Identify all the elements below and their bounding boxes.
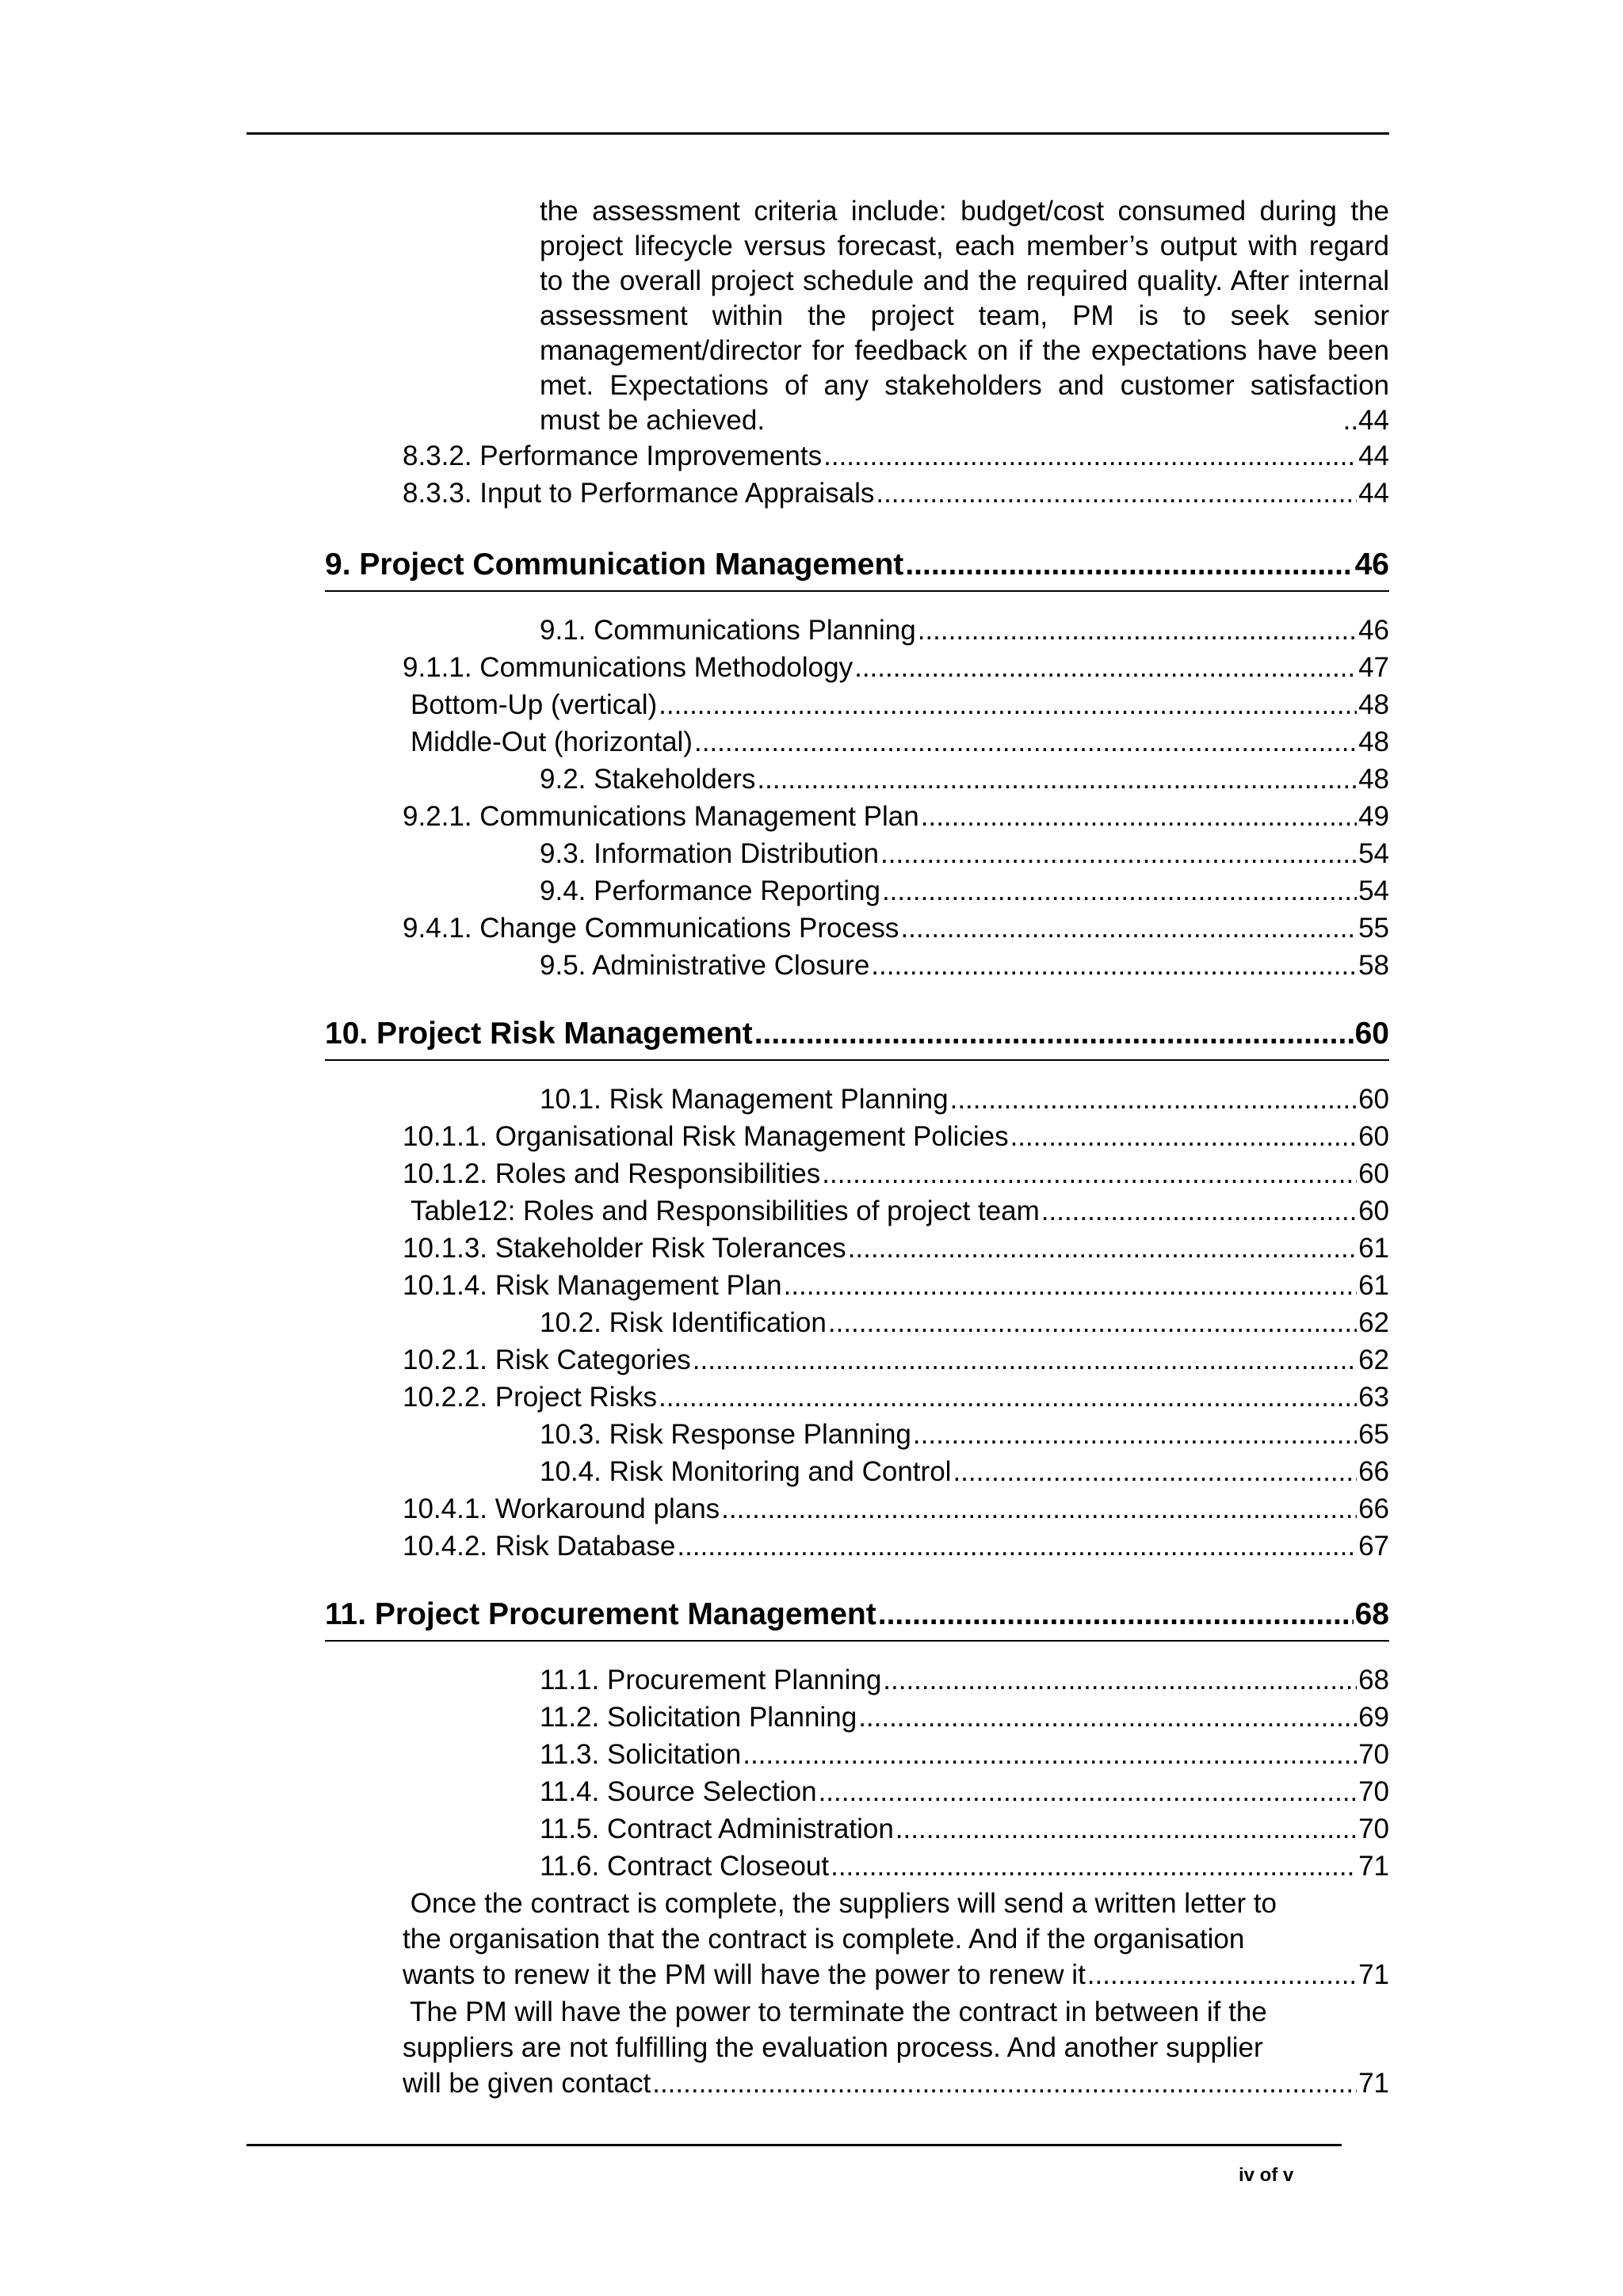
toc-entry-page: 66	[1358, 1493, 1389, 1524]
toc-entry-page: 61	[1358, 1270, 1389, 1301]
toc-entry-title: 9.5. Administrative Closure	[540, 950, 870, 981]
toc-entry-title: 11.5. Contract Administration	[540, 1814, 894, 1844]
toc-entry-title: 9.1.1. Communications Methodology	[403, 652, 854, 683]
toc-entry[interactable]	[403, 1231, 1389, 1266]
toc-entry-page: 70	[1358, 1776, 1389, 1807]
toc-entry-title: 10.4.1. Workaround plans	[403, 1493, 720, 1524]
toc-entry[interactable]	[540, 613, 1389, 648]
toc-entry[interactable]	[403, 1492, 1389, 1527]
dot-leader	[819, 1775, 1357, 1810]
toc-entry-title: 10.1.3. Stakeholder Risk Tolerances	[403, 1233, 846, 1264]
chapter-page: 68	[1354, 1597, 1389, 1631]
toc-entry-title: 9.2.1. Communications Management Plan	[403, 801, 919, 832]
dot-leader	[871, 948, 1357, 983]
dot-leader	[878, 1595, 1354, 1634]
dot-leader	[848, 1231, 1357, 1266]
dot-leader	[823, 439, 1357, 474]
chapter-heading-9[interactable]	[325, 545, 1389, 585]
toc-entry[interactable]	[540, 837, 1389, 871]
toc-entry-page: 44	[1358, 478, 1389, 509]
toc-entry-title: 10.1.1. Organisational Risk Management Policies	[403, 1121, 1009, 1152]
dot-leader	[918, 613, 1357, 648]
toc-entry-page: 55	[1358, 913, 1389, 944]
toc-entry[interactable]	[403, 799, 1389, 834]
toc-entry-title: Middle-Out (horizontal)	[411, 727, 693, 757]
toc-entry-title: 11.3. Solicitation	[540, 1739, 742, 1770]
dot-leader	[677, 1529, 1357, 1564]
chapter-rule	[325, 1059, 1389, 1061]
toc-entry[interactable]	[540, 1849, 1389, 1884]
dot-leader	[880, 837, 1357, 871]
dot-leader	[1010, 1119, 1357, 1154]
toc-entry-page: 60	[1358, 1196, 1389, 1226]
dot-leader	[784, 1268, 1357, 1303]
dot-leader	[883, 1663, 1357, 1698]
toc-entry[interactable]	[540, 1812, 1389, 1847]
toc-entry[interactable]	[540, 762, 1389, 797]
toc-entry[interactable]	[411, 1194, 1389, 1229]
toc-entry-title: 9.1. Communications Planning	[540, 615, 916, 646]
toc-entry-title: 11.4. Source Selection	[540, 1776, 817, 1807]
toc-entry-page: 48	[1358, 727, 1389, 757]
toc-entry-page: 68	[1358, 1665, 1389, 1695]
header-rule	[246, 132, 1389, 135]
dot-leader	[921, 799, 1357, 834]
dot-leader	[743, 1737, 1357, 1772]
toc-entry[interactable]	[403, 650, 1389, 685]
toc-entry-page: 54	[1358, 875, 1389, 906]
chapter-heading-11[interactable]	[325, 1595, 1389, 1634]
chapter-heading-10[interactable]	[325, 1014, 1389, 1054]
toc-entry-page: 61	[1358, 1233, 1389, 1264]
toc-entry-title: 11.1. Procurement Planning	[540, 1665, 882, 1695]
toc-entry-page: 71	[1358, 1959, 1389, 1990]
footer-rule	[246, 2144, 1342, 2146]
toc-entry-title: 9.4. Performance Reporting	[540, 875, 880, 906]
toc-entry[interactable]	[540, 1700, 1389, 1735]
wrapped-line: wants to renew it the PM will have the power to renew it	[403, 1959, 1086, 1990]
toc-entry[interactable]	[540, 1737, 1389, 1772]
toc-entry-page: 62	[1358, 1307, 1389, 1338]
toc-entry-page: 54	[1358, 838, 1389, 869]
toc-entry-page: 44	[1358, 441, 1389, 471]
dot-leader	[652, 2065, 1357, 2101]
toc-entry-title: 10.4. Risk Monitoring and Control	[540, 1456, 952, 1487]
dot-leader	[754, 1014, 1354, 1054]
toc-entry-page: 65	[1358, 1419, 1389, 1450]
toc-entry[interactable]	[540, 1082, 1389, 1117]
toc-entry-title: 9.3. Information Distribution	[540, 838, 879, 869]
toc-entry[interactable]	[403, 1157, 1389, 1192]
dot-leader	[882, 874, 1357, 909]
toc-entry-page: 48	[1358, 764, 1389, 795]
toc-entry-title: 10.3. Risk Response Planning	[540, 1419, 911, 1450]
chapter-page: 46	[1354, 547, 1389, 582]
toc-entry-page: 47	[1358, 652, 1389, 683]
toc-entry-page: 60	[1358, 1121, 1389, 1152]
dot-leader	[1041, 1194, 1357, 1229]
toc-entry-title: 11.2. Solicitation Planning	[540, 1702, 857, 1733]
toc-entry-page: 67	[1358, 1531, 1389, 1562]
dot-leader	[757, 762, 1357, 797]
toc-entry-page: 62	[1358, 1344, 1389, 1375]
dot-leader	[876, 476, 1357, 511]
dot-leader	[913, 1417, 1357, 1452]
toc-entry-page: 71	[1358, 1851, 1389, 1882]
chapter-title: 9. Project Communication Management	[325, 547, 904, 582]
wrapped-line: the organisation that the contract is complete. And if the organisation	[403, 1924, 1245, 1955]
dot-leader	[858, 1700, 1357, 1735]
dot-leader	[953, 1455, 1357, 1489]
wrapped-line: will be given contact	[403, 2068, 651, 2099]
toc-entry-title: 10.1. Risk Management Planning	[540, 1084, 949, 1115]
dot-leader	[831, 1849, 1357, 1884]
toc-entry-page: 63	[1358, 1382, 1389, 1413]
toc-entry-title: 8.3.2. Performance Improvements	[403, 441, 823, 471]
wrapped-last-line	[403, 2065, 1389, 2101]
wrapped-line: suppliers are not fulfilling the evaluation process. And another supplier	[403, 2032, 1263, 2063]
dot-leader	[950, 1082, 1357, 1117]
toc-entry-title: 10.2. Risk Identification	[540, 1307, 827, 1338]
toc-entry-page: 58	[1358, 950, 1389, 981]
continuation-text: the assessment criteria include: budget/cost consumed during the project lifecycle versus forecast, each member’s output with regard to the overall project schedule and the required quality. After internal assessment within the project team, PM is to seek senior management/director for feedback on if the expectations have been met. Expectations of any stakeholders and customer satisfaction must be achieved.	[540, 196, 1389, 436]
toc-entry-page: 49	[1358, 801, 1389, 832]
toc-entry[interactable]	[540, 1417, 1389, 1452]
toc-entry-title: 10.1.2. Roles and Responsibilities	[403, 1158, 821, 1189]
chapter-page: 60	[1354, 1016, 1389, 1051]
dot-leader	[854, 650, 1357, 685]
toc-entry-title: 11.6. Contract Closeout	[540, 1851, 830, 1882]
toc-entry[interactable]	[403, 911, 1389, 946]
toc-entry[interactable]	[403, 1529, 1389, 1564]
dot-leader	[828, 1306, 1357, 1341]
toc-entry-page: 48	[1358, 689, 1389, 720]
toc-entry[interactable]	[540, 1455, 1389, 1489]
dot-leader	[694, 725, 1357, 760]
wrapped-last-line	[403, 1957, 1389, 1993]
toc-entry-title: 10.1.4. Risk Management Plan	[403, 1270, 782, 1301]
dot-leader	[721, 1492, 1357, 1527]
toc-entry-title: 9.2. Stakeholders	[540, 764, 756, 795]
toc-entry-page: 70	[1358, 1739, 1389, 1770]
toc-entry[interactable]	[403, 1380, 1389, 1415]
toc-entry-title: Table12: Roles and Responsibilities of project team	[411, 1196, 1040, 1226]
toc-wrapped-entry[interactable]	[403, 1994, 1389, 2101]
toc-entry[interactable]	[540, 874, 1389, 909]
toc-entry-page: 66	[1358, 1456, 1389, 1487]
toc-entry-page: 71	[1358, 2068, 1389, 2099]
wrapped-line: The PM will have the power to terminate the contract in between if the	[403, 1997, 1267, 2027]
toc-entry[interactable]	[540, 1663, 1389, 1698]
footer-page-label: iv of v	[1239, 2164, 1294, 2186]
wrapped-line: Once the contract is complete, the suppliers will send a written letter to	[403, 1888, 1277, 1919]
toc-entry-title: 9.4.1. Change Communications Process	[403, 913, 899, 944]
chapter-rule	[325, 1640, 1389, 1642]
toc-entry[interactable]	[411, 688, 1389, 723]
dot-leader	[693, 1343, 1357, 1378]
dot-leader	[822, 1157, 1357, 1192]
chapter-title: 10. Project Risk Management	[325, 1016, 753, 1051]
continuation-page: ..44	[1342, 405, 1389, 436]
toc-entry-title: 10.2.1. Risk Categories	[403, 1344, 691, 1375]
toc-entry-page: 69	[1358, 1702, 1389, 1733]
toc-entry-title: 10.4.2. Risk Database	[403, 1531, 676, 1562]
toc-entry[interactable]	[540, 1306, 1389, 1341]
dot-leader	[1087, 1957, 1357, 1993]
toc-entry-title: Bottom-Up (vertical)	[411, 689, 658, 720]
toc-entry[interactable]	[540, 948, 1389, 983]
toc-entry[interactable]	[403, 476, 1389, 511]
dot-leader	[900, 911, 1357, 946]
toc-entry-page: 60	[1358, 1084, 1389, 1115]
toc-entry-title: 10.2.2. Project Risks	[403, 1382, 657, 1413]
toc-entry-title: 8.3.3. Input to Performance Appraisals	[403, 478, 875, 509]
chapter-rule	[325, 590, 1389, 592]
continuation-paragraph	[540, 194, 1389, 438]
toc-entry-page: 60	[1358, 1158, 1389, 1189]
toc-entry[interactable]	[540, 1775, 1389, 1810]
toc-entry[interactable]	[403, 1119, 1389, 1154]
toc-entry[interactable]	[411, 725, 1389, 760]
toc-entry[interactable]	[403, 439, 1389, 474]
chapter-title: 11. Project Procurement Management	[325, 1597, 876, 1631]
toc-entry[interactable]	[403, 1343, 1389, 1378]
dot-leader	[896, 1812, 1357, 1847]
dot-leader	[905, 545, 1353, 585]
dot-leader	[659, 1380, 1357, 1415]
toc-entry-page: 46	[1358, 615, 1389, 646]
toc-entry[interactable]	[403, 1268, 1389, 1303]
dot-leader	[659, 688, 1357, 723]
toc-wrapped-entry[interactable]	[403, 1886, 1389, 1993]
toc-entry-page: 70	[1358, 1814, 1389, 1844]
